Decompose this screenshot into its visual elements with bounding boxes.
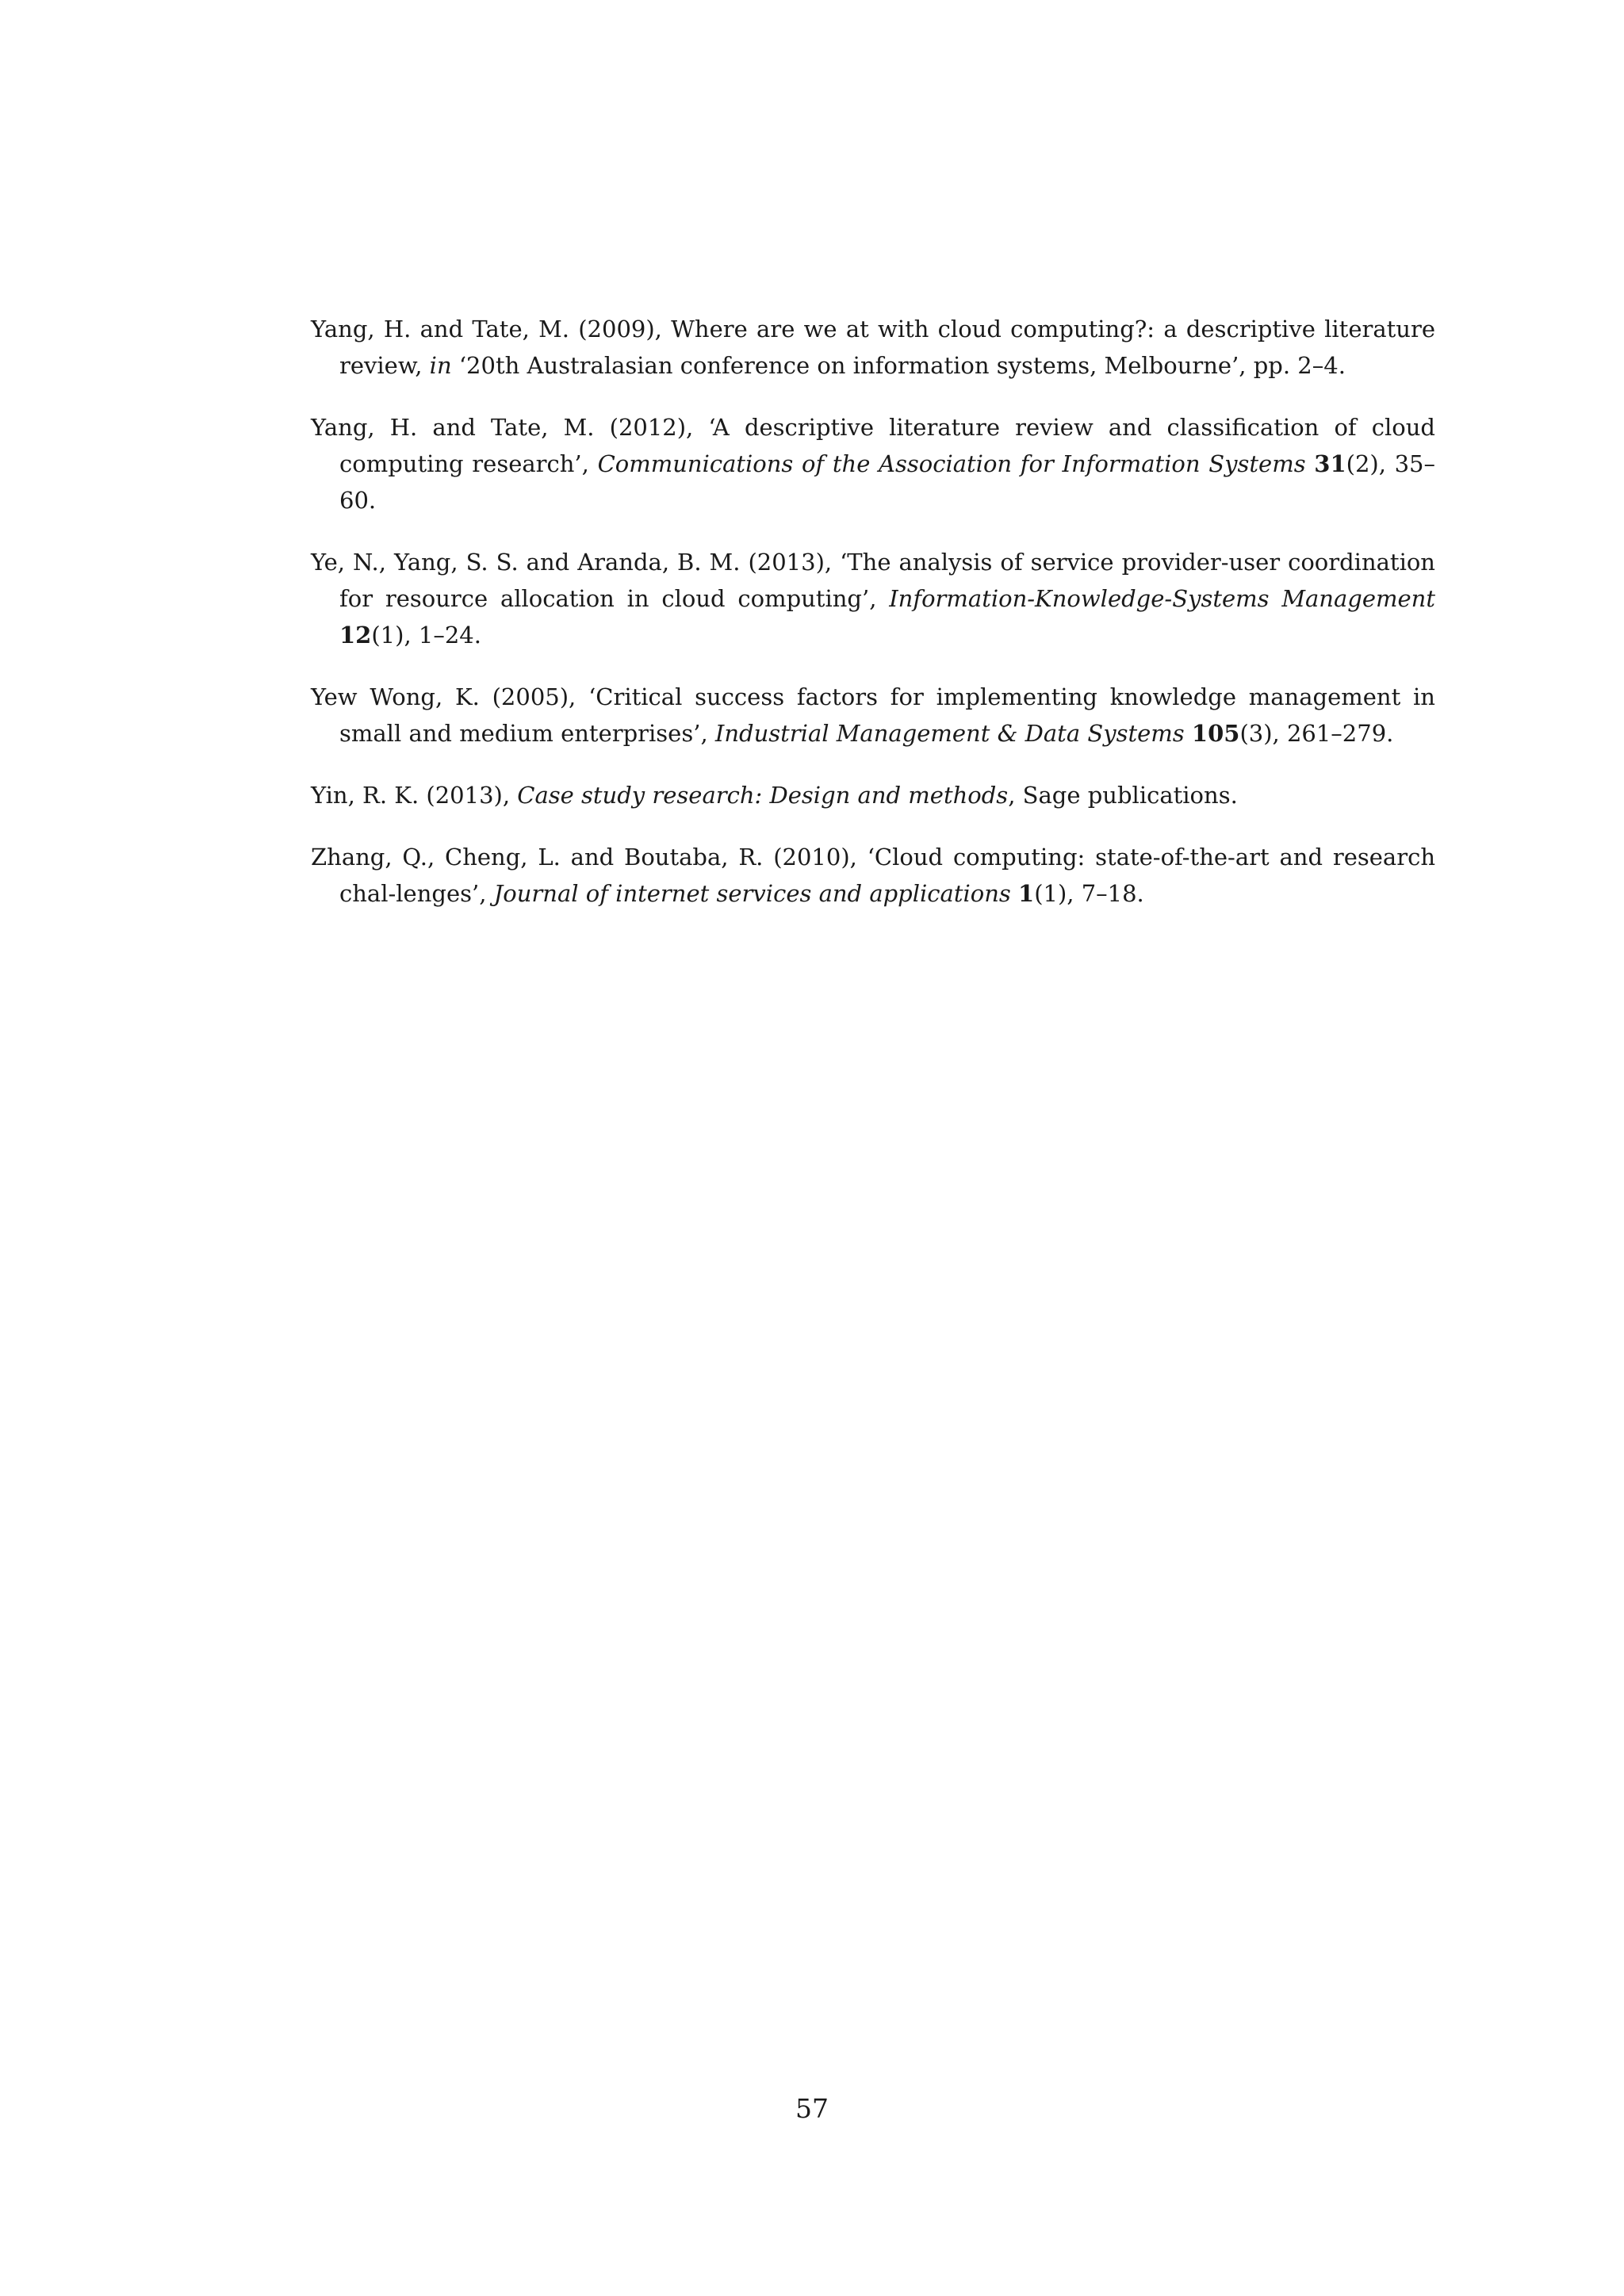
reference-title: ‘A descriptive literature review and classification of cloud computing research’, [339,414,1435,477]
reference-volume: 105 [1191,720,1240,747]
reference-issue-pages: (1), 1–24. [371,622,481,649]
reference-in-word: in [429,352,452,379]
reference-title: ‘Critical success factors for implementing knowledge management in small and medium enterprises’, [339,683,1435,747]
reference-title: ‘The analysis of service provider-user coordination for resource allocation in cloud computing’, [339,549,1435,612]
reference-item [311,777,1435,813]
reference-issue-pages: (1), 7–18. [1034,880,1144,907]
reference-item [311,409,1435,519]
reference-authors: Yang, H. and Tate, M. (2009), [311,316,672,342]
reference-item [311,311,1435,384]
page-number: 57 [795,2093,829,2124]
reference-journal: Journal of internet services and applications [493,880,1011,907]
reference-item [311,544,1435,653]
reference-title: ‘Cloud computing: state-of-the-art and research chal-lenges’, [339,844,1436,907]
reference-volume: 1 [1018,880,1035,907]
reference-authors: Yew Wong, K. (2005), [311,683,589,710]
reference-list [311,311,1435,937]
reference-authors: Yin, R. K. (2013), [311,782,518,809]
reference-journal: Communications of the Association for Information Systems [597,450,1306,477]
reference-journal: Industrial Management & Data Systems [714,720,1185,747]
reference-item [311,679,1435,752]
reference-authors: Zhang, Q., Cheng, L. and Boutaba, R. (2010), [311,844,868,871]
reference-issue-pages: (3), 261–279. [1239,720,1394,747]
reference-authors: Ye, N., Yang, S. S. and Aranda, B. M. (2013), [311,549,841,576]
reference-volume: 12 [339,622,372,649]
reference-item [311,839,1435,912]
reference-title: Where are we at with cloud computing?: a descriptive literature review, [339,316,1435,379]
reference-issue-pages: (2), 35–60. [339,450,1436,514]
reference-authors: Yang, H. and Tate, M. (2012), [311,414,709,441]
reference-volume: 31 [1314,450,1346,477]
reference-publisher: , Sage publications. [1008,782,1238,809]
reference-journal: Information-Knowledge-Systems Management [889,585,1435,612]
reference-venue: ‘20th Australasian conference on information systems, Melbourne’, pp. 2–4. [451,352,1346,379]
reference-book-title: Case study research: Design and methods [517,782,1009,809]
